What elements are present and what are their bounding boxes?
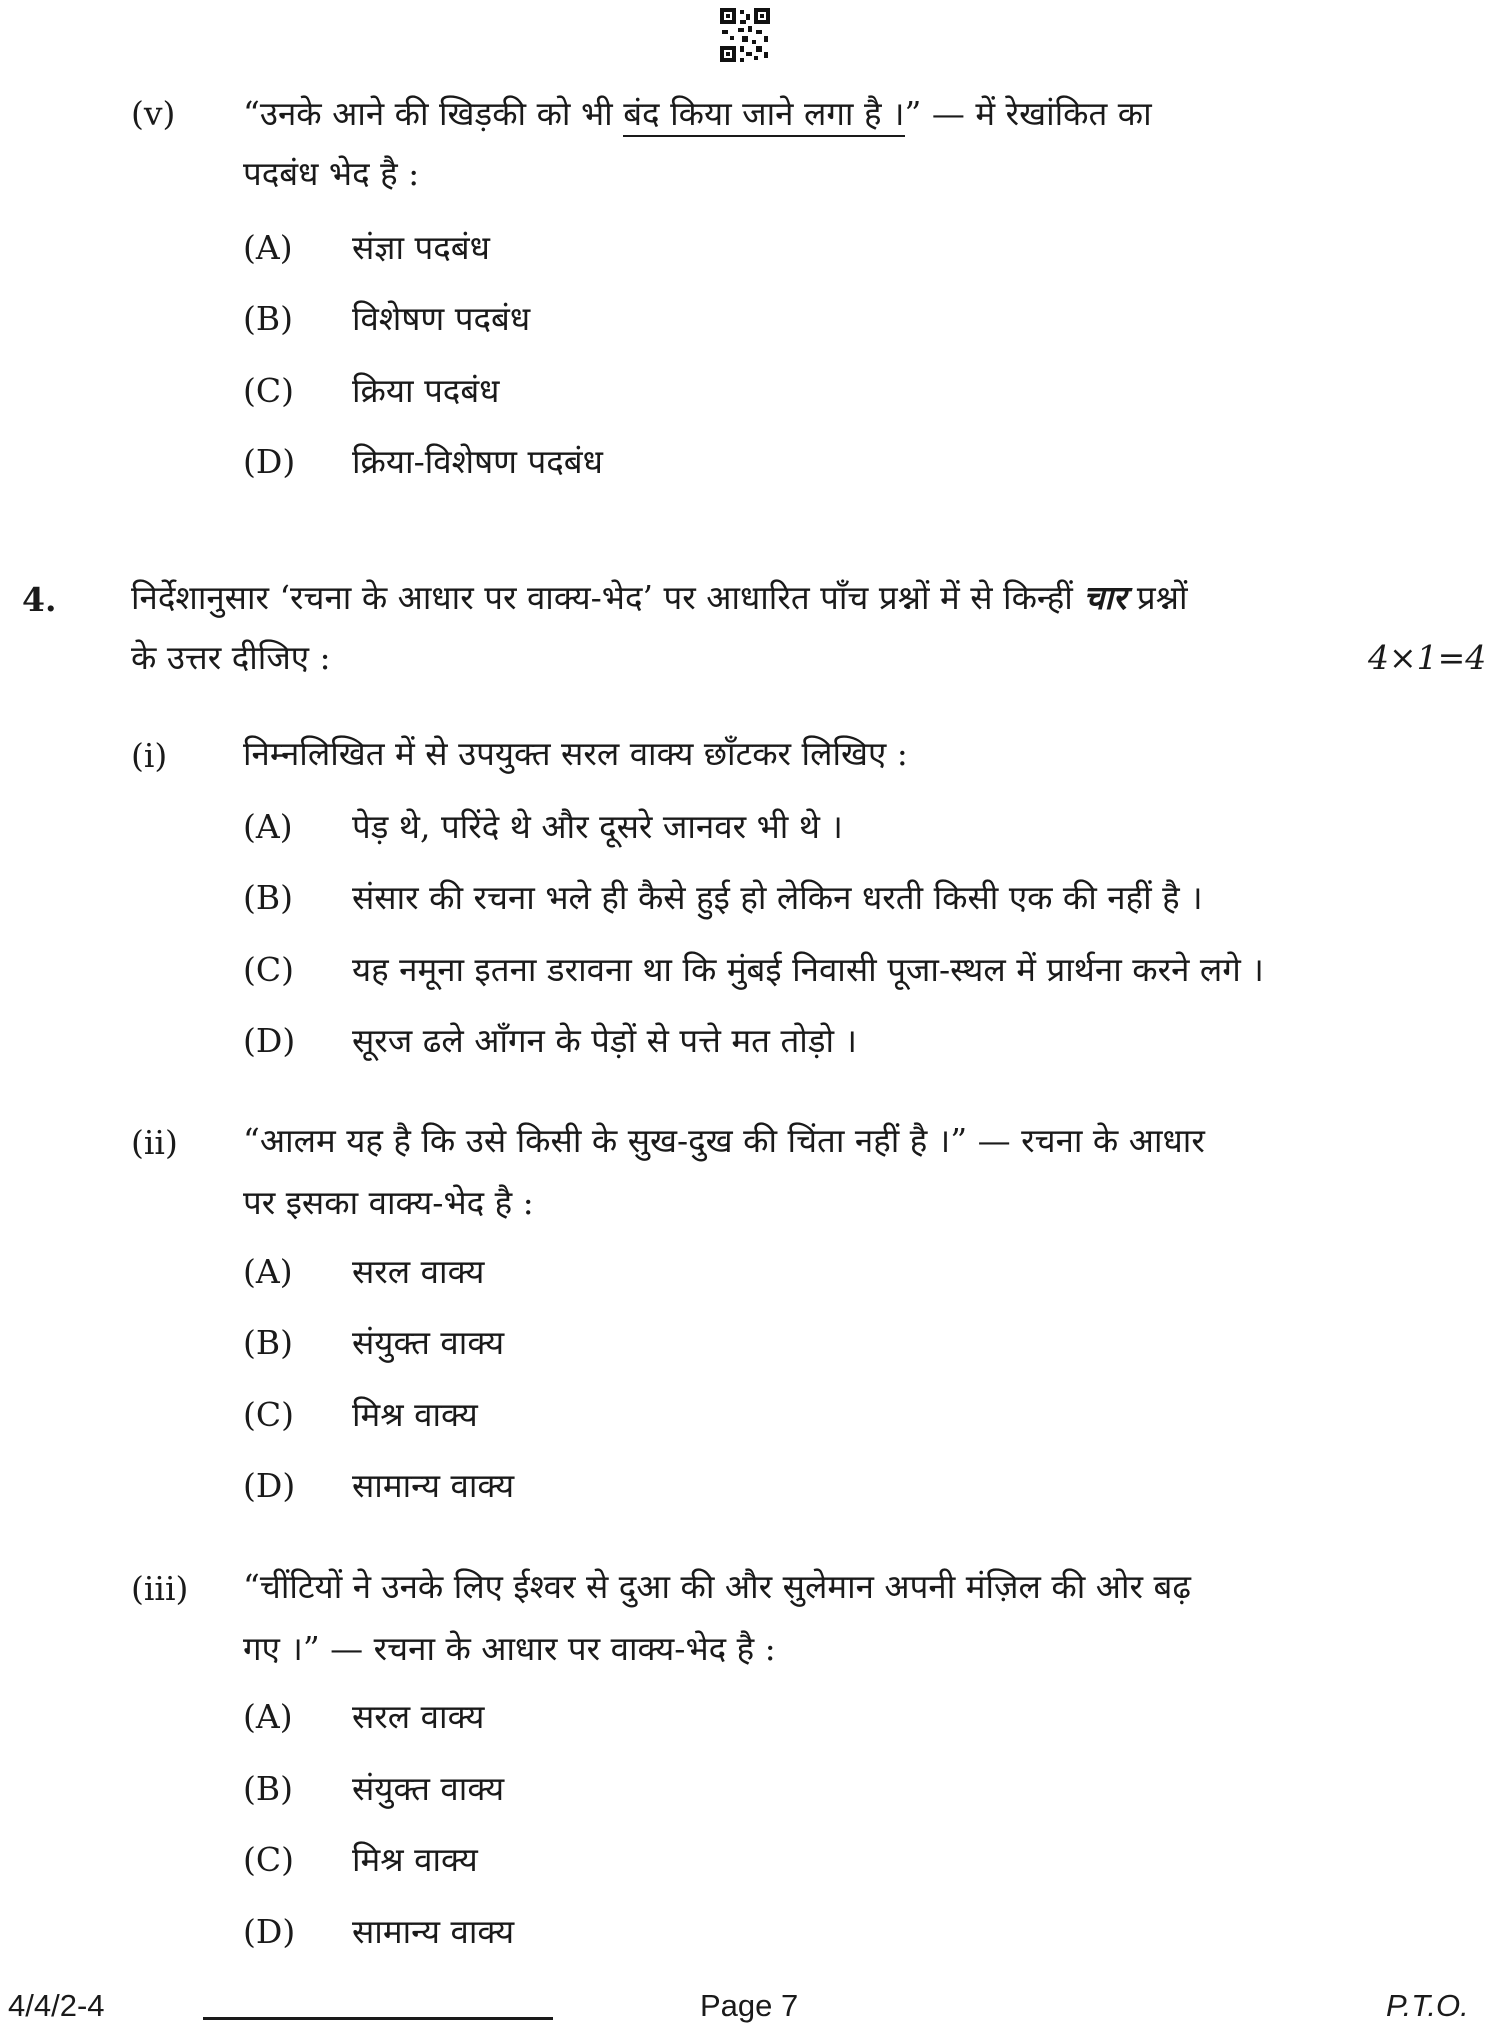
option-text: सामान्य वाक्य — [352, 1466, 515, 1505]
question-stem: “चींटियों ने उनके लिए ईश्वर से दुआ की और सुलेमान अपनी मंज़िल की ओर बढ़ — [243, 1567, 1191, 1606]
option-text: क्रिया-विशेषण पदबंध — [352, 442, 603, 481]
option-text: सरल वाक्य — [352, 1252, 485, 1291]
emphasized-word: चार — [1083, 578, 1127, 617]
paper-code: 4/4/2-4 — [8, 1988, 105, 2023]
question-part-number: (iii) — [131, 1569, 189, 1608]
option-text: मिश्र वाक्य — [352, 1395, 478, 1434]
option-text: विशेषण पदबंध — [352, 299, 531, 338]
question-instruction: निर्देशानुसार ‘रचना के आधार पर वाक्य-भेद’ पर आधारित पाँच प्रश्नों में से किन्हीं चार प्रश्नों — [131, 578, 1188, 617]
question-part-number: (v) — [131, 94, 176, 133]
option-text: सूरज ढले आँगन के पेड़ों से पत्ते मत तोड़ो । — [352, 1021, 858, 1060]
question-part-number: (i) — [131, 736, 168, 775]
qr-code-icon — [720, 8, 770, 62]
option-letter: (D) — [243, 1466, 296, 1505]
question-stem-line2: पदबंध भेद है : — [243, 154, 420, 193]
option-letter: (B) — [243, 1769, 293, 1808]
option-letter: (C) — [243, 950, 294, 989]
option-letter: (B) — [243, 1323, 293, 1362]
option-letter: (B) — [243, 299, 293, 338]
question-stem: निम्नलिखित में से उपयुक्त सरल वाक्य छाँटकर लिखिए : — [243, 734, 908, 773]
option-text: संज्ञा पदबंध — [352, 228, 490, 267]
option-letter: (D) — [243, 1021, 296, 1060]
option-text: संयुक्त वाक्य — [352, 1769, 505, 1808]
option-text: संसार की रचना भले ही कैसे हुई हो लेकिन धरती किसी एक की नहीं है । — [352, 878, 1203, 917]
option-text: क्रिया पदबंध — [352, 371, 500, 410]
option-letter: (A) — [243, 1697, 293, 1736]
question-part-number: (ii) — [131, 1123, 178, 1162]
option-letter: (C) — [243, 1840, 294, 1879]
option-letter: (A) — [243, 228, 293, 267]
page-number: Page 7 — [700, 1988, 799, 2023]
option-text: सामान्य वाक्य — [352, 1912, 515, 1951]
question-number: 4. — [22, 580, 57, 619]
option-text: मिश्र वाक्य — [352, 1840, 478, 1879]
footer-divider — [203, 2017, 553, 2020]
option-letter: (A) — [243, 1252, 293, 1291]
option-letter: (D) — [243, 1912, 296, 1951]
option-letter: (C) — [243, 1395, 294, 1434]
question-stem: “आलम यह है कि उसे किसी के सुख-दुख की चिंता नहीं है ।” — रचना के आधार — [243, 1121, 1205, 1160]
question-instruction-line2: के उत्तर दीजिए : — [131, 638, 331, 677]
option-text: पेड़ थे, परिंदे थे और दूसरे जानवर भी थे । — [352, 807, 843, 846]
question-stem: “उनके आने की खिड़की को भी बंद किया जाने लगा है ।” — में रेखांकित का — [243, 92, 1152, 136]
underlined-phrase: बंद किया जाने लगा है । — [623, 94, 904, 137]
option-letter: (A) — [243, 807, 293, 846]
option-letter: (C) — [243, 371, 294, 410]
option-text: यह नमूना इतना डरावना था कि मुंबई निवासी पूजा-स्थल में प्रार्थना करने लगे । — [352, 950, 1264, 989]
option-letter: (D) — [243, 442, 296, 481]
question-stem-line2: गए ।” — रचना के आधार पर वाक्य-भेद है : — [243, 1629, 776, 1668]
option-text: संयुक्त वाक्य — [352, 1323, 505, 1362]
question-stem-line2: पर इसका वाक्य-भेद है : — [243, 1183, 534, 1222]
marks-allocation: 4×1=4 — [1368, 638, 1487, 677]
option-letter: (B) — [243, 878, 293, 917]
option-text: सरल वाक्य — [352, 1697, 485, 1736]
please-turn-over: P.T.O. — [1386, 1988, 1469, 2023]
